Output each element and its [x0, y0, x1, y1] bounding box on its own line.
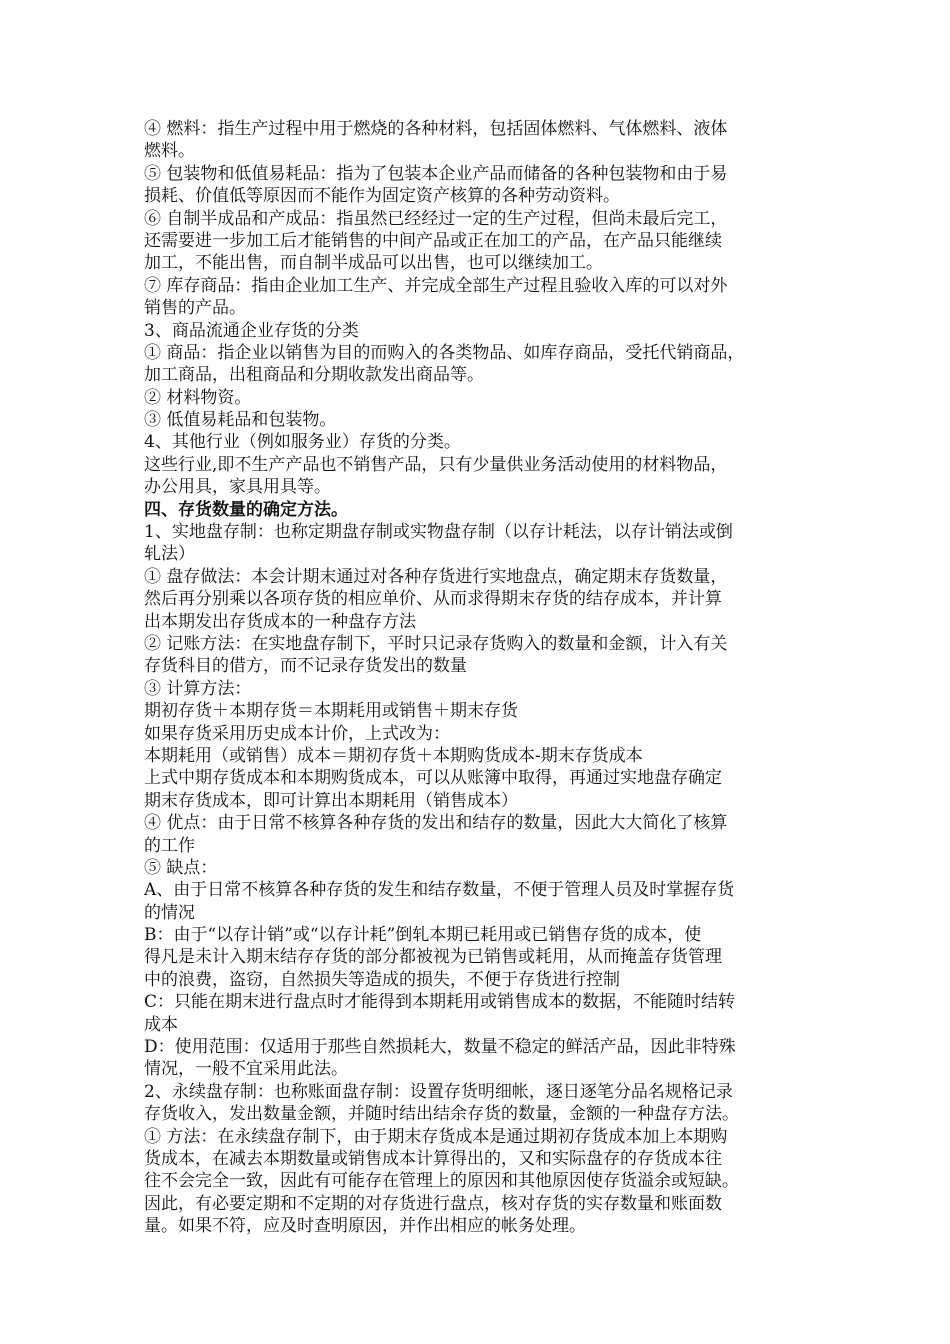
- text-line: B：由于“以存计销”或“以存计耗”倒轧本期已耗用或已销售存货的成本，使: [144, 925, 702, 946]
- text-line: ② 材料物资。: [144, 387, 252, 408]
- text-line: 的情况: [144, 902, 195, 923]
- text-line: 3、商品流通企业存货的分类: [144, 320, 359, 341]
- text-line: 期初存货＋本期存货＝本期耗用或销售＋期末存货: [144, 701, 518, 722]
- text-line: 因此，有必要定期和不定期的对存货进行盘点，核对存货的实存数量和账面数: [144, 1193, 722, 1214]
- text-line: 上式中期存货成本和本期购货成本，可以从账簿中取得，再通过实地盘存确定: [144, 768, 722, 789]
- text-line: 货成本，在减去本期数量或销售成本计算得出的，又和实际盘存的存货成本往: [144, 1148, 722, 1169]
- text-line: 出本期发出存货成本的一种盘存方法: [144, 611, 416, 632]
- text-line: 得凡是未计入期末结存存货的部分都被视为已销售或耗用，从而掩盖存货管理: [144, 947, 722, 968]
- text-line: ⑤ 缺点：: [144, 857, 218, 878]
- text-line: A、由于日常不核算各种存货的发生和结存数量，不便于管理人员及时掌握存货: [144, 880, 735, 901]
- text-line: ③ 计算方法：: [144, 678, 252, 699]
- text-line: 成本: [144, 1014, 178, 1035]
- section-heading: 四、存货数量的确定方法。: [144, 499, 348, 520]
- text-line: 如果存货采用历史成本计价，上式改为：: [144, 723, 450, 744]
- text-line: 存货科目的借方，而不记录存货发出的数量: [144, 656, 467, 677]
- text-line: 轧法）: [144, 544, 195, 565]
- text-line: 中的浪费，盗窃，自然损失等造成的损失，不便于存货进行控制: [144, 969, 620, 990]
- text-line: 情况，一般不宜采用此法。: [144, 1059, 348, 1080]
- text-line: ⑥ 自制半成品和产成品：指虽然已经经过一定的生产过程，但尚未最后完工，: [144, 208, 728, 229]
- text-line: ① 商品：指企业以销售为目的而购入的各类物品、如库存商品，受托代销商品，: [144, 342, 745, 363]
- text-line: ⑤ 包装物和低值易耗品：指为了包装本企业产品而储备的各种包装物和由于易: [144, 163, 728, 184]
- text-line: D：使用范围：仅适用于那些自然损耗大，数量不稳定的鲜活产品，因此非特殊: [144, 1037, 736, 1058]
- text-line: 往不会完全一致，因此有可能存在管理上的原因和其他原因使存货溢余或短缺。: [144, 1171, 739, 1192]
- text-line: 4、其他行业（例如服务业）存货的分类。: [144, 432, 461, 453]
- text-line: ③ 低值易耗品和包装物。: [144, 410, 337, 431]
- text-line: ② 记账方法：在实地盘存制下，平时只记录存货购入的数量和金额，计入有关: [144, 633, 728, 654]
- text-line: ⑦ 库存商品：指由企业加工生产、并完成全部生产过程且验收入库的可以对外: [144, 275, 728, 296]
- text-line: 办公用具，家具用具等。: [144, 477, 331, 498]
- text-line: 这些行业,即不生产产品也不销售产品，只有少量供业务活动使用的材料物品，: [144, 454, 728, 475]
- text-line: C：只能在期末进行盘点时才能得到本期耗用或销售成本的数据，不能随时结转: [144, 992, 736, 1013]
- text-line: 燃料。: [144, 141, 195, 162]
- text-line: 销售的产品。: [144, 298, 246, 319]
- text-line: 的工作: [144, 835, 195, 856]
- text-line: 1、实地盘存制：也称定期盘存制或实物盘存制（以存计耗法，以存计销法或倒: [144, 522, 733, 543]
- text-line: 加工，不能出售，而自制半成品可以出售，也可以继续加工。: [144, 253, 603, 274]
- text-line: 存货收入，发出数量金额，并随时结出结余存货的数量，金额的一种盘存方法。: [144, 1104, 739, 1125]
- text-line: ① 盘存做法：本会计期末通过对各种存货进行实地盘点，确定期末存货数量，: [144, 566, 728, 587]
- text-line: 加工商品，出租商品和分期收款发出商品等。: [144, 365, 484, 386]
- text-line: ④ 优点：由于日常不核算各种存货的发出和结存的数量，因此大大简化了核算: [144, 813, 728, 834]
- text-line: 量。如果不符，应及时查明原因，并作出相应的帐务处理。: [144, 1216, 586, 1237]
- text-line: 2、永续盘存制：也称账面盘存制：设置存货明细帐，逐日逐笔分品名规格记录: [144, 1081, 733, 1102]
- text-line: 然后再分别乘以各项存货的相应单价、从而求得期末存货的结存成本，并计算: [144, 589, 722, 610]
- document-page: [144, 118, 816, 1238]
- text-line: 还需要进一步加工后才能销售的中间产品或正在加工的产品，在产品只能继续: [144, 230, 722, 251]
- text-line: ④ 燃料：指生产过程中用于燃烧的各种材料，包括固体燃料、气体燃料、液体: [144, 119, 728, 139]
- text-line: 期末存货成本，即可计算出本期耗用（销售成本）: [144, 790, 518, 811]
- text-line: 本期耗用（或销售）成本＝期初存货＋本期购货成本-期末存货成本: [144, 745, 643, 766]
- text-line: ① 方法：在永续盘存制下，由于期末存货成本是通过期初存货成本加上本期购: [144, 1126, 728, 1147]
- text-line: 损耗、价值低等原因而不能作为固定资产核算的各种劳动资料。: [144, 186, 620, 207]
